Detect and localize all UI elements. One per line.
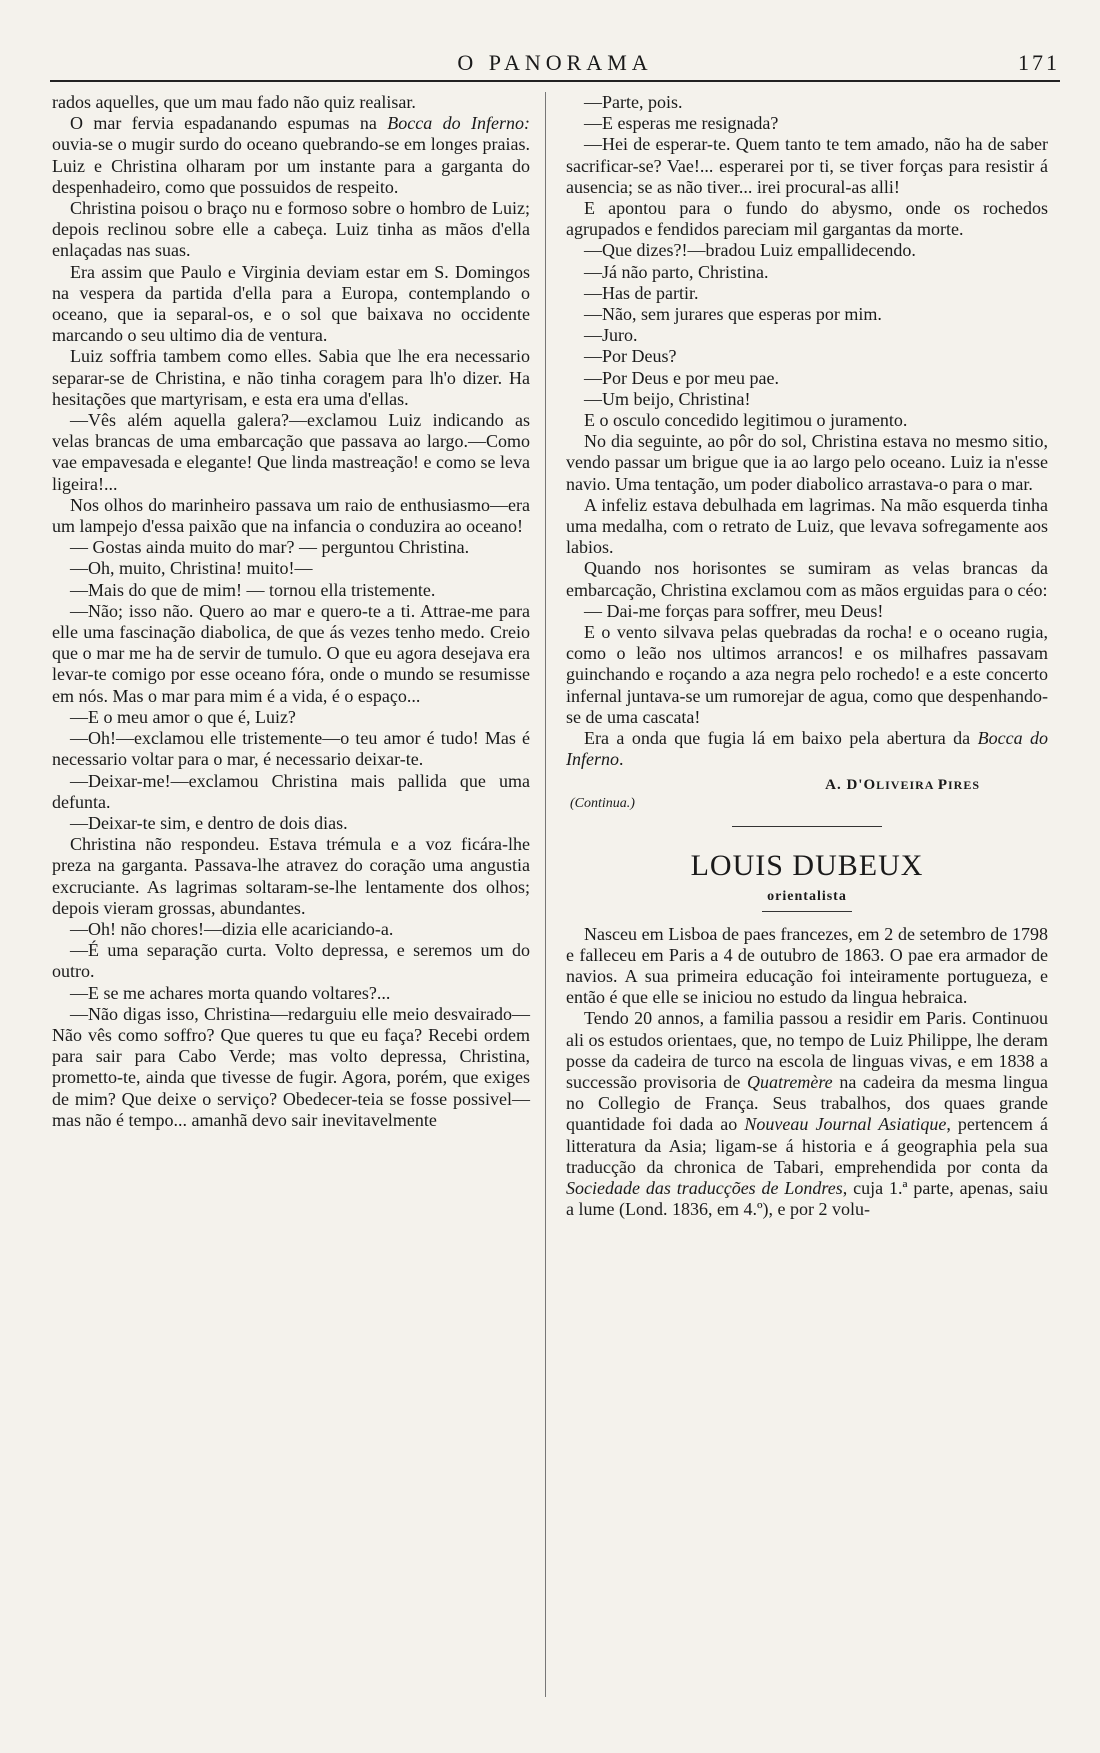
paragraph: —É uma separação curta. Volto depressa, e seremos um do outro. <box>52 940 530 982</box>
paragraph: Era assim que Paulo e Virginia deviam estar em S. Domingos na vespera da partida d'ella para a Europa, contemplando o oceano, que ia separal-os, e o sol que baixava no occidente marcando o seu ultimo dia de ventura. <box>52 261 530 346</box>
article-subtitle: orientalista <box>767 888 847 904</box>
paragraph: —Não, sem jurares que esperas por mim. <box>584 304 882 325</box>
paragraph: — Gostas ainda muito do mar? — perguntou Christina. <box>70 537 470 558</box>
paragraph: —Juro. <box>584 325 638 346</box>
author-signature: A. D'OLIVEIRA PIRES <box>825 776 980 793</box>
subtitle-rule <box>762 911 852 912</box>
paragraph: Tendo 20 annos, a familia passou a residir em Paris. Continuou ali os estudos orientaes, que, no tempo de Luiz Philippe, lhe deram posse da cadeira de turco na escola de linguas vivas, e em 1838 a successão provisoria de Quatremère na cadeira da mesma lingua no Collegio de França. Seus trabalhos, dos quaes grande quantidade foi dada ao Nouveau Journal Asiatique, pertencem á litteratura da Asia; ligam-se á historia e á geographia pela sua traducção da chronica de Tabari, emprehendida por conta da Sociedade das traducções de Londres, cuja 1.ª parte, apenas, saiu a lume (Lond. 1836, em 4.º), e por 2 volu- <box>566 1008 1048 1220</box>
paragraph: A infeliz estava debulhada em lagrimas. Na mão esquerda tinha uma medalha, com o retrato de Luiz, que levava sofregamente aos labios. <box>566 494 1048 558</box>
paragraph: —Um beijo, Christina! <box>584 388 751 409</box>
paragraph: E o vento silvava pelas quebradas da rocha! e o oceano rugia, como o leão nos ultimos arrancos! e os milhafres passavam guinchando e roçando a aza negra pelo rochedo! e a este concerto infernal juntava-se um rumorejar de agua, como que despenhando-se de uma cascata! <box>566 622 1048 727</box>
continua-note: (Continua.) <box>570 795 635 811</box>
article-body <box>566 924 1048 1221</box>
paragraph: —E esperas me resignada? <box>584 113 779 134</box>
column-divider <box>545 92 546 1697</box>
paragraph: —Já não parto, Christina. <box>584 261 769 282</box>
paragraph: — Dai-me forças para soffrer, meu Deus! <box>584 600 884 621</box>
section-rule <box>732 826 882 827</box>
paragraph: Luiz soffria tambem como elles. Sabia que lhe era necessario separar-se de Christina, e não tinha coragem para lh'o dizer. Ha hesitações que martyrisam, e esta era uma d'ellas. <box>52 346 530 409</box>
paragraph: No dia seguinte, ao pôr do sol, Christina estava no mesmo sitio, vendo passar um brigue que ia ao largo pelo oceano. Luiz ia n'esse navio. Uma tentação, um poder diabolico arrastava-o para o mar. <box>566 431 1048 494</box>
paragraph: —Oh, muito, Christina! muito!— <box>70 558 313 579</box>
paragraph: E apontou para o fundo do abysmo, onde os rochedos agrupados e fendidos pareciam mil gargantas da morte. <box>566 198 1048 240</box>
paragraph: rados aquelles, que um mau fado não quiz realisar. <box>52 92 416 112</box>
left-column <box>52 92 530 1131</box>
paragraph: —Mais do que de mim! — tornou ella tristemente. <box>70 579 436 600</box>
story-continuation <box>566 92 1048 771</box>
paragraph: —Não digas isso, Christina—redarguiu elle meio desvairado—Não vês como soffro? Que queres tu que eu faça? Recebi ordem para sair para Cabo Verde; mas volto depressa, Christina, prometto-te, ainda que tivesse de fugir. Agora, porém, que exiges de mim? Que deixe o serviço? Obedecer-teia se fosse possivel—mas não é tempo... amanhã devo sair inevitavelmente <box>52 1003 530 1130</box>
article-title: LOUIS DUBEUX <box>690 848 924 882</box>
paragraph: —Vês além aquella galera?—exclamou Luiz indicando as velas brancas de uma embarcação que passava ao largo.—Como vae empavesada e elegante! Que linda mastreação! e como se leva ligeira!... <box>52 410 530 494</box>
paragraph: —Oh!—exclamou elle tristemente—o teu amor é tudo! Mas é necessario voltar para o mar, é necessario deixar-te. <box>52 728 530 770</box>
paragraph: —Parte, pois. <box>584 92 683 112</box>
paragraph: —Hei de esperar-te. Quem tanto te tem amado, não ha de saber sacrificar-se? Vae!... esperarei por ti, se tiver forças para resistir á ausencia; se as não tiver... irei procural-as alli! <box>566 134 1048 197</box>
paragraph: —Por Deus e por meu pae. <box>584 367 779 388</box>
paragraph: Nasceu em Lisboa de paes francezes, em 2 de setembro de 1798 e falleceu em Paris a 4 de outubro de 1863. O pae era armador de navios. A sua primeira educação foi inteiramente portugueza, e então é que elle se iniciou no estudo da lingua hebraica. <box>566 923 1048 1008</box>
running-title: O PANORAMA <box>457 50 653 75</box>
paragraph: —Oh! não chores!—dizia elle acariciando-a. <box>70 918 394 939</box>
paragraph: —Que dizes?!—bradou Luiz empallidecendo. <box>584 240 916 261</box>
paragraph: —Deixar-me!—exclamou Christina mais pallida que uma defunta. <box>52 770 530 812</box>
paragraph: —Não; isso não. Quero ao mar e quero-te a ti. Attrae-me para elle uma fascinação diabolica, de que ás vezes tenho medo. Creio que o mar me ha de servir de tumulo. O que eu agora desejava era levar-te comigo por esse oceano fóra, onde o mundo se resumisse em nós. Mas o mar para mim é a vida, é o espaço... <box>52 600 530 706</box>
paragraph: Era a onda que fugia lá em baixo pela abertura da Bocca do Inferno. <box>566 728 1048 770</box>
page-header <box>50 50 1060 82</box>
page-number: 171 <box>1018 50 1060 75</box>
paragraph: —E o meu amor o que é, Luiz? <box>70 706 296 727</box>
paragraph: Quando nos horisontes se sumiram as velas brancas da embarcação, Christina exclamou com as mãos erguidas para o céo: <box>566 558 1048 600</box>
paragraph: Nos olhos do marinheiro passava um raio de enthusiasmo—era um lampejo d'essa paixão que na infancia o conduzira ao oceano! <box>52 494 530 537</box>
paragraph: O mar fervia espadanando espumas na Bocca do Inferno: ouvia-se o mugir surdo do oceano quebrando-se em longes praias. Luiz e Christina olharam por um instante para a garganta do despenhadeiro, como que possuidos de respeito. <box>52 113 530 197</box>
paragraph: —Has de partir. <box>584 282 699 303</box>
paragraph: —Deixar-te sim, e dentro de dois dias. <box>70 812 348 833</box>
paragraph: E o osculo concedido legitimou o juramento. <box>584 410 908 431</box>
paragraph: —E se me achares morta quando voltares?... <box>70 982 391 1003</box>
paragraph: —Por Deus? <box>584 346 677 367</box>
right-column <box>566 92 1048 1220</box>
paragraph: Christina poisou o braço nu e formoso sobre o hombro de Luiz; depois reclinou sobre elle a cabeça. Luiz tinha as mãos d'ella enlaçadas nas suas. <box>52 198 530 261</box>
paragraph: Christina não respondeu. Estava trémula e a voz ficára-lhe preza na garganta. Passava-lhe atravez do coração uma angustia excruciante. As lagrimas soltaram-se-lhe lentamente dos olhos; depois vieram grossas, abundantes. <box>52 834 530 918</box>
